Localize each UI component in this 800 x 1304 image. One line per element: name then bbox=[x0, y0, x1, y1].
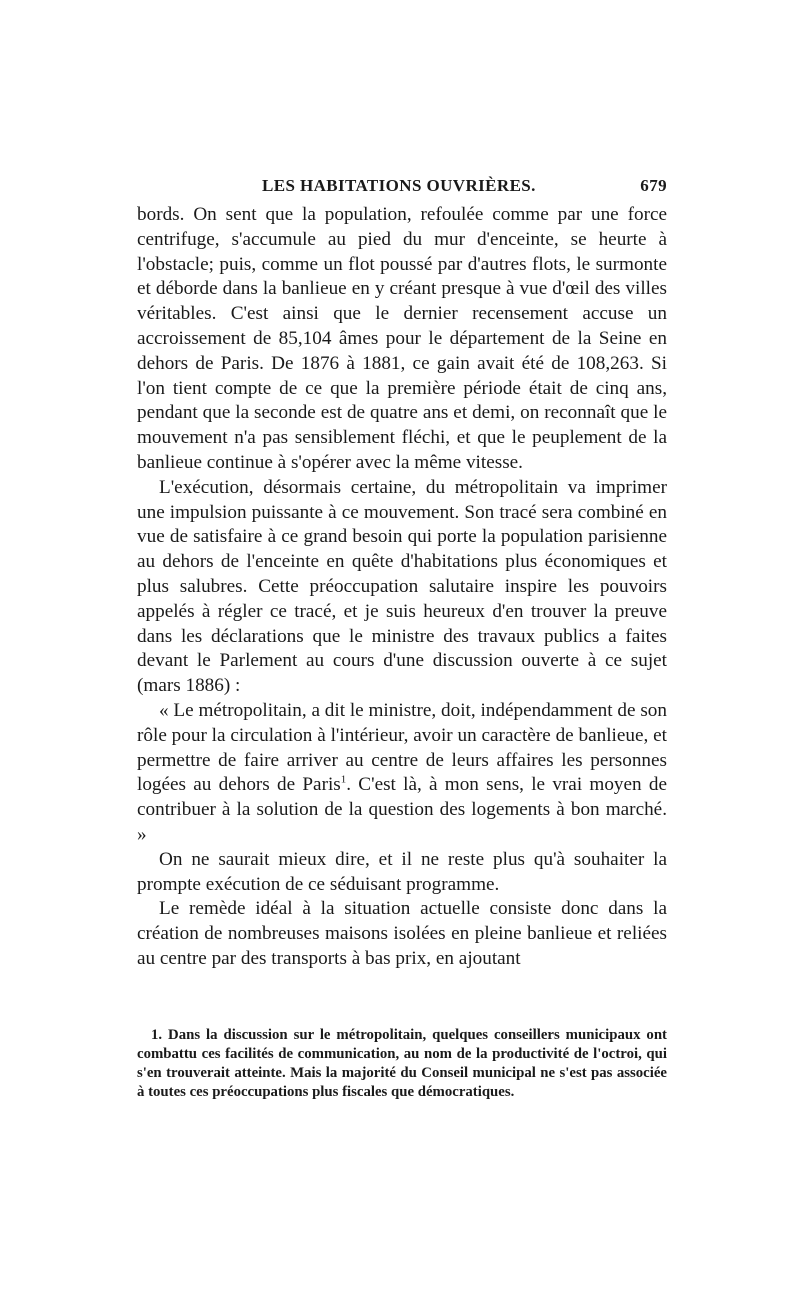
paragraph-5: Le remède idéal à la situation actuelle consiste donc dans la création de nombreuses maisons isolées en pleine banlieue et reliées au centre par des transports à bas prix, en ajoutant bbox=[137, 898, 667, 969]
running-header bbox=[137, 172, 667, 202]
footnote-marker: 1 bbox=[340, 773, 347, 786]
footnote-text: 1. Dans la discussion sur le métropolitain, quelques conseillers municipaux ont combattu ces facilités de communication, au nom de la productivité de l'octroi, qui s'en trouverait atteinte. Mais la majorité du Conseil municipal ne s'est pas associée à toutes ces préoccupations plus fiscales que démocratiques. bbox=[137, 1027, 667, 1100]
page-number: 679 bbox=[640, 176, 667, 195]
main-text bbox=[137, 203, 667, 972]
paragraph-1: bords. On sent que la population, refoulée comme par une force centrifuge, s'accumule au pied du mur d'enceinte, se heurte à l'obstacle; puis, comme un flot poussé par d'autres flots, le surmonte et déborde dans la banlieue en y créant presque à vue d'œil des villes véritables. C'est ainsi que le dernier recensement accuse un accroissement de 85,104 âmes pour le département de la Seine en dehors de Paris. De 1876 à 1881, ce gain avait été de 108,263. Si l'on tient compte de ce que la première période était de cinq ans, pendant que la seconde est de quatre ans et demi, on reconnaît que le mouvement n'a pas sensiblement fléchi, et que le peuplement de la banlieue continue à s'opérer avec la même vitesse. bbox=[137, 204, 667, 473]
quotation-text-part-2: . C'est là, à mon sens, le vrai moyen de contribuer à la solution de la question des logements à bon marché. » bbox=[137, 774, 667, 845]
footnote bbox=[137, 1026, 667, 1102]
quotation-text-part-1: « Le métropolitain, a dit le ministre, doit, indépendamment de son rôle pour la circulation à l'intérieur, avoir un caractère de banlieue, et permettre de faire arriver au centre de leurs affaires les personnes logées au dehors de Paris bbox=[137, 699, 667, 796]
paragraph-4: On ne saurait mieux dire, et il ne reste plus qu'à souhaiter la prompte exécution de ce séduisant programme. bbox=[137, 848, 667, 895]
paragraph-2: L'exécution, désormais certaine, du métropolitain va imprimer une impulsion puissante à ce mouvement. Son tracé sera combiné en vue de satisfaire à ce grand besoin qui porte la population parisienne au dehors de l'enceinte en quête d'habitations plus économiques et plus salubres. Cette préoccupation salutaire inspire les pouvoirs appelés à régler ce tracé, et je suis heureux d'en trouver la preuve dans les déclarations que le ministre des travaux publics a faites devant le Parlement au cours d'une discussion ouverte à ce sujet (mars 1886) : bbox=[137, 476, 667, 697]
running-title: LES HABITATIONS OUVRIÈRES. bbox=[262, 176, 536, 195]
quotation-paragraph bbox=[137, 699, 667, 848]
